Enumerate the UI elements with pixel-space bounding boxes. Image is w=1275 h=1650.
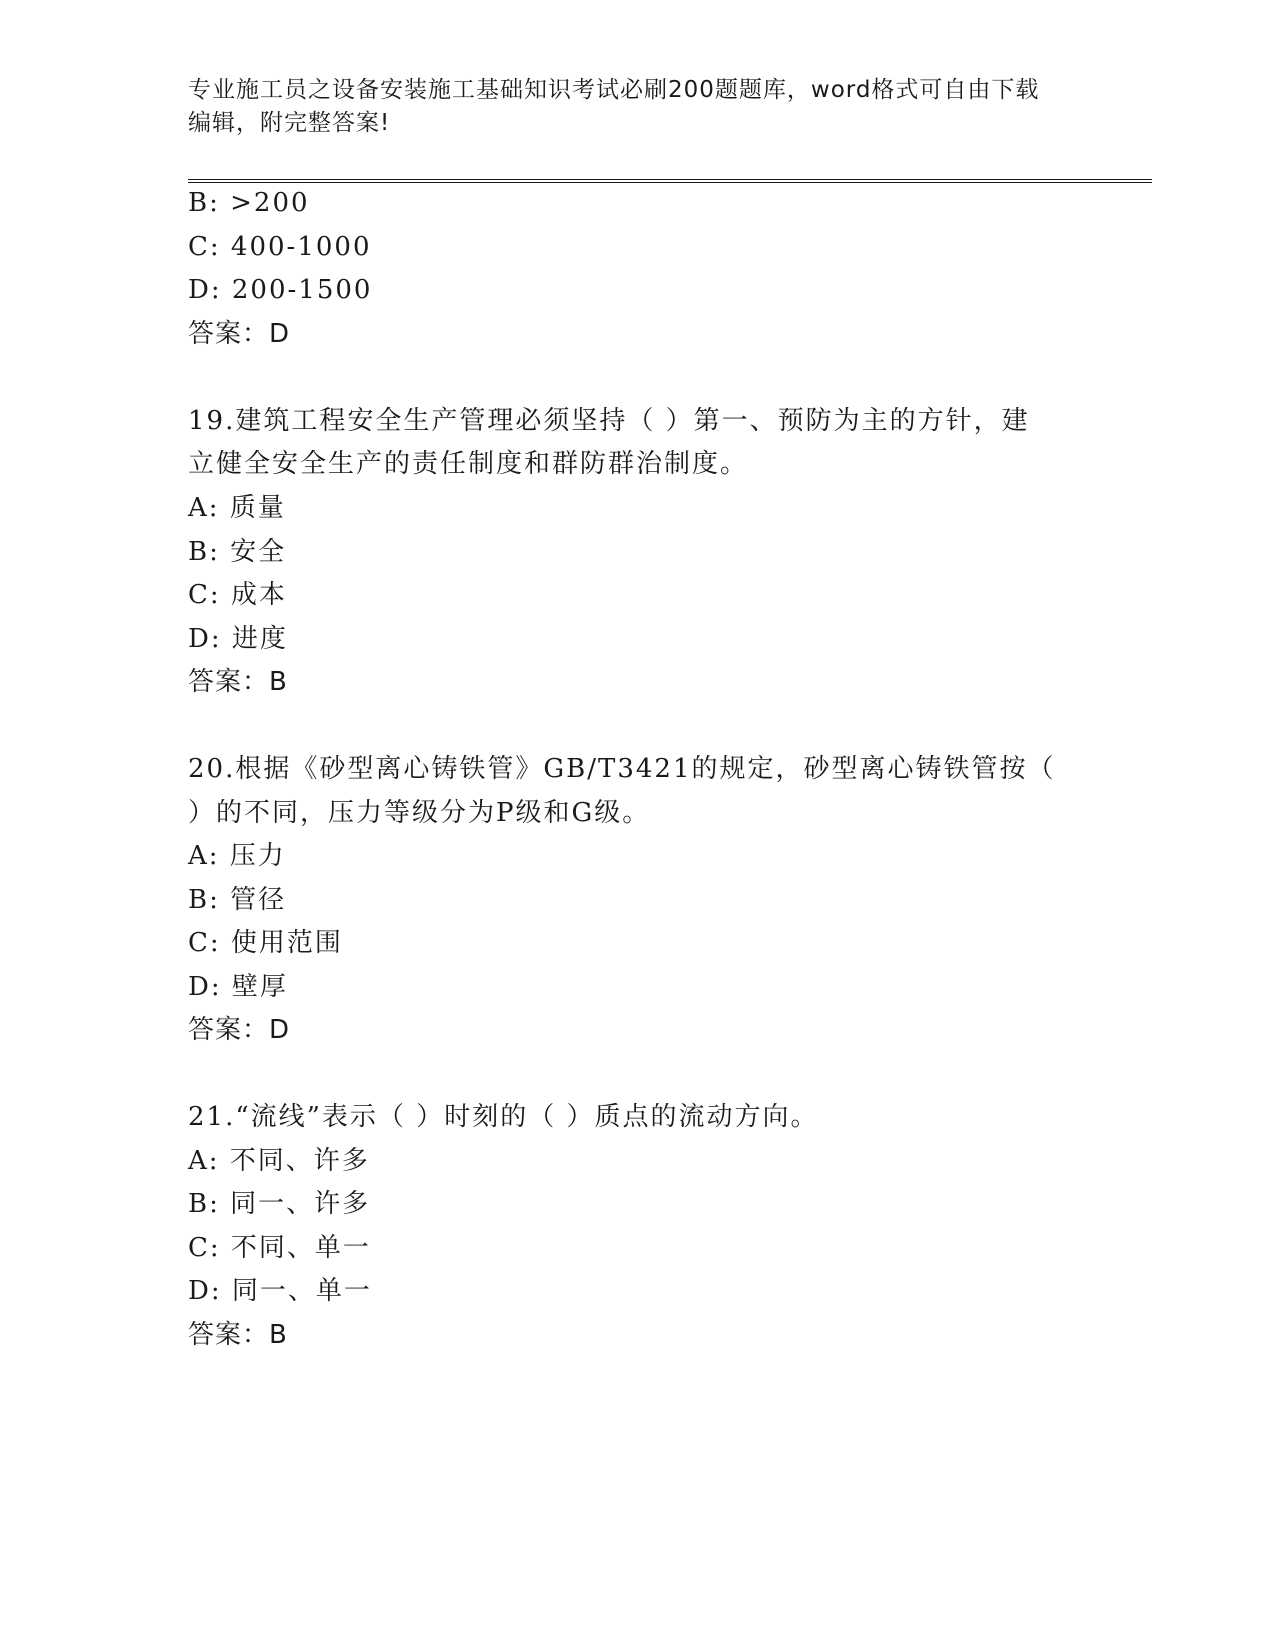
question-20-answer: 答案：D: [188, 1015, 291, 1045]
question-19-stem-line-1: 19.建筑工程安全生产管理必须坚持（ ）第一、预防为主的方针，建: [188, 406, 1030, 436]
option-b: B: >200: [188, 188, 310, 218]
question-21-stem: 21.“流线”表示（ ）时刻的（ ）质点的流动方向。: [188, 1102, 819, 1132]
question-19-option-d: D: 进度: [188, 624, 288, 654]
question-19-option-a: A: 质量: [188, 493, 286, 523]
question-20-option-b: B: 管径: [188, 885, 287, 915]
option-c: C: 400-1000: [188, 232, 372, 262]
question-20-stem-line-2: ）的不同，压力等级分为P级和G级。: [188, 798, 651, 828]
question-20-option-a: A: 压力: [188, 841, 286, 871]
question-21-option-b: B: 同一、许多: [188, 1189, 371, 1219]
question-21-option-c: C: 不同、单一: [188, 1233, 371, 1263]
question-19-option-c: C: 成本: [188, 580, 287, 610]
document-header: [188, 74, 1088, 140]
question-19-option-b: B: 安全: [188, 537, 287, 567]
question-20-stem-line-1: 20.根据《砂型离心铸铁管》GB/T3421的规定，砂型离心铸铁管按（: [188, 754, 1056, 784]
question-20-option-c: C: 使用范围: [188, 928, 343, 958]
header-line-1: 专业施工员之设备安装施工基础知识考试必刷200题题库，word格式可自由下载: [188, 77, 1040, 103]
question-20-option-d: D: 壁厚: [188, 972, 288, 1002]
answer: 答案：D: [188, 319, 291, 349]
question-19-answer: 答案：B: [188, 667, 288, 697]
header-line-2: 编辑，附完整答案!: [188, 110, 391, 136]
question-21-option-a: A: 不同、许多: [188, 1146, 370, 1176]
header-divider: [188, 179, 1152, 183]
option-d: D: 200-1500: [188, 275, 373, 305]
question-21-answer: 答案：B: [188, 1320, 288, 1350]
question-21-option-d: D: 同一、单一: [188, 1276, 372, 1306]
question-19-stem-line-2: 立健全安全生产的责任制度和群防群治制度。: [188, 449, 749, 479]
